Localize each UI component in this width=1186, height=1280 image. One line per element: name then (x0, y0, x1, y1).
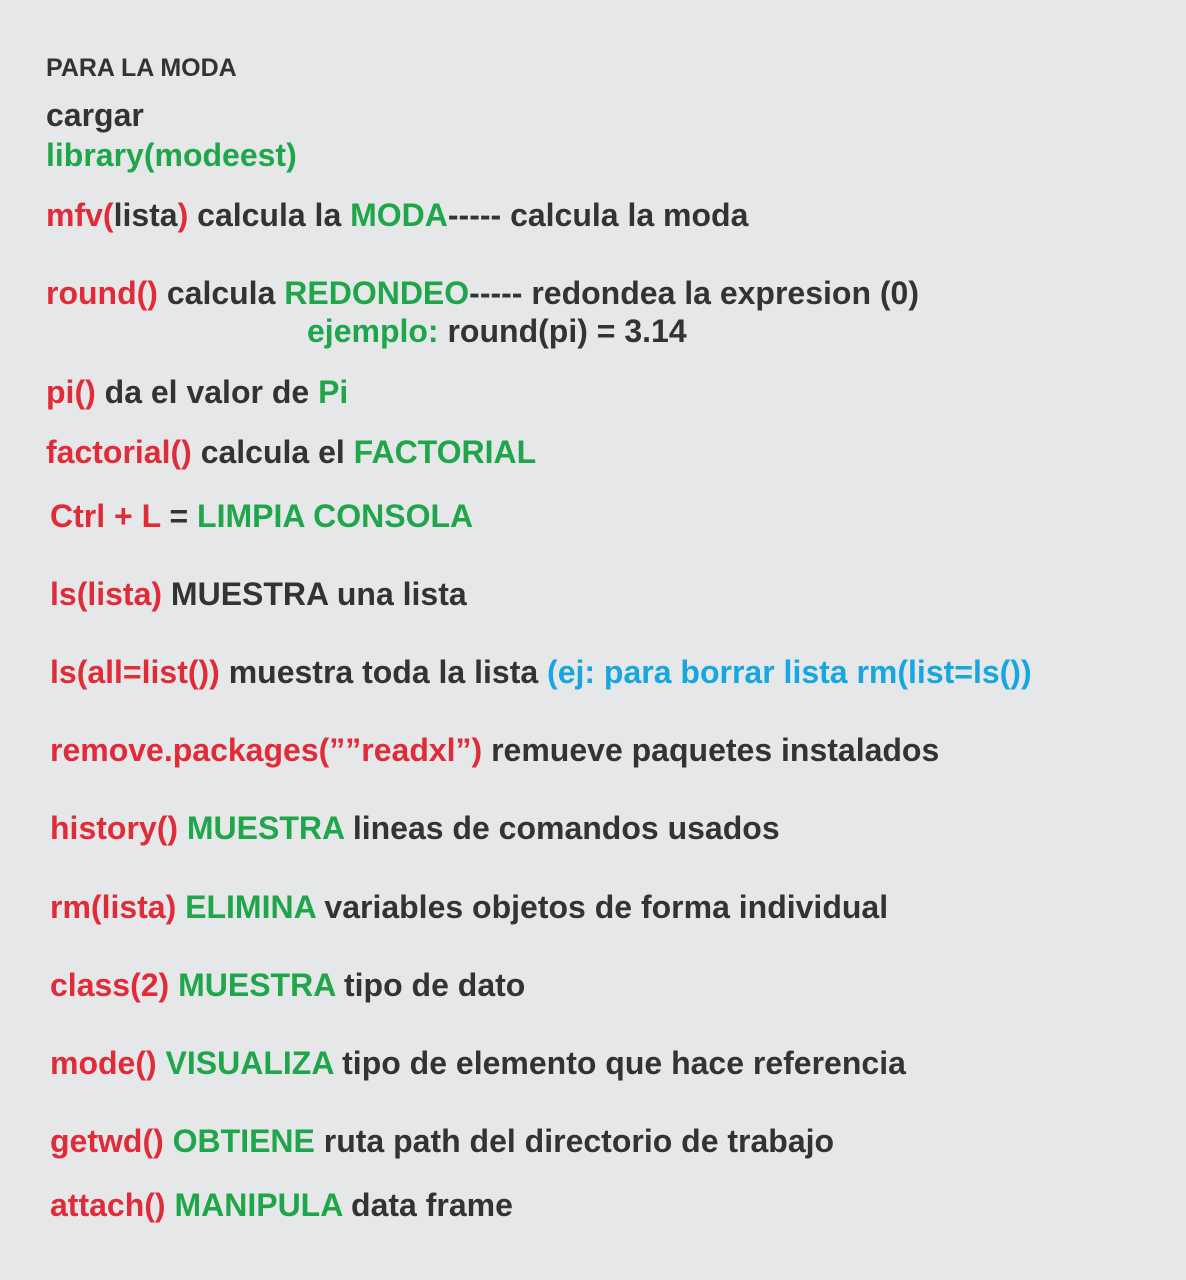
mode-keyword: VISUALIZA (156, 1045, 334, 1081)
mode-func: mode() (50, 1045, 157, 1081)
line-history (50, 809, 780, 847)
rm-desc: variables objetos de forma individual (315, 889, 889, 925)
rm-func: rm(lista) (50, 889, 177, 925)
ls-func: ls(lista) (50, 576, 163, 612)
class-func: class(2) (50, 967, 170, 1003)
ctrl-desc: = (160, 498, 198, 534)
round-desc: calcula (157, 275, 285, 311)
ls-desc: MUESTRA una lista (162, 576, 467, 612)
line-class (50, 966, 525, 1004)
line-factorial (46, 433, 536, 471)
factorial-desc: calcula el (191, 434, 354, 470)
mfv-desc: calcula la (188, 197, 351, 233)
line-round-example (307, 312, 687, 350)
attach-desc: data frame (342, 1187, 513, 1223)
round-example-text: round(pi) = 3.14 (438, 313, 687, 349)
round-example-label: ejemplo: (307, 313, 439, 349)
mfv-arg: lista (113, 197, 178, 233)
class-keyword: MUESTRA (169, 967, 336, 1003)
line-ctrl-l (50, 497, 473, 535)
class-desc: tipo de dato (335, 967, 526, 1003)
line-round (46, 274, 919, 312)
ctrl-shortcut: Ctrl + L (50, 498, 161, 534)
round-desc-tail: ----- redondea la expresion (0) (469, 275, 919, 311)
history-keyword: MUESTRA (178, 810, 344, 846)
attach-func: attach() (50, 1187, 166, 1223)
round-func: round() (46, 275, 158, 311)
mode-desc: tipo de elemento que hace referencia (333, 1045, 906, 1081)
history-func: history() (50, 810, 178, 846)
mfv-desc-tail: ----- calcula la moda (447, 197, 749, 233)
line-pi (46, 373, 348, 411)
getwd-keyword: OBTIENE (163, 1123, 315, 1159)
line-getwd (50, 1122, 834, 1160)
remove-func: remove.packages(””readxl”) (50, 732, 483, 768)
getwd-desc: ruta path del directorio de trabajo (314, 1123, 835, 1159)
mfv-func-open: mfv( (46, 197, 114, 233)
pi-keyword: Pi (318, 374, 349, 410)
getwd-func: getwd() (50, 1123, 164, 1159)
line-mode (50, 1044, 906, 1082)
line-rm (50, 888, 888, 926)
line-ls (50, 575, 467, 613)
mfv-func-close: ) (177, 197, 189, 233)
section-heading: PARA LA MODA (46, 54, 237, 82)
history-desc: lineas de comandos usados (343, 810, 780, 846)
line-mfv (46, 196, 748, 234)
remove-desc: remueve paquetes instalados (482, 732, 940, 768)
rm-keyword: ELIMINA (176, 889, 316, 925)
line-attach (50, 1186, 513, 1224)
pi-func: pi() (46, 374, 96, 410)
factorial-func: factorial() (46, 434, 192, 470)
lsall-note: (ej: para borrar lista rm(list=ls()) (547, 654, 1032, 690)
lsall-func: ls(all=list()) (50, 654, 220, 690)
attach-keyword: MANIPULA (165, 1187, 343, 1223)
line-ls-all (50, 653, 1032, 691)
lsall-desc: muestra toda la lista (219, 654, 548, 690)
line-cargar: cargar (46, 97, 144, 133)
ctrl-keyword: LIMPIA CONSOLA (197, 498, 474, 534)
line-library: library(modeest) (46, 137, 297, 173)
factorial-keyword: FACTORIAL (353, 434, 537, 470)
mfv-keyword: MODA (350, 197, 448, 233)
pi-desc: da el valor de (95, 374, 319, 410)
line-remove-packages (50, 731, 939, 769)
round-keyword: REDONDEO (284, 275, 470, 311)
